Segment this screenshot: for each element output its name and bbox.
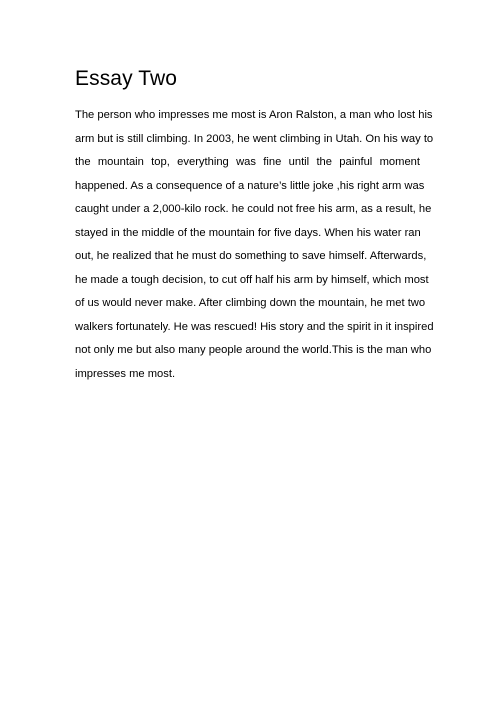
essay-line: The person who impresses me most is Aron Ralston, a man who lost his xyxy=(75,109,433,121)
essay-line: the mountain top, everything was fine until the painful moment xyxy=(75,156,420,168)
essay-line: happened. As a consequence of a nature’s little joke ,his right arm was xyxy=(75,179,425,192)
essay-line: arm but is still climbing. In 2003, he went climbing in Utah. On his way to xyxy=(75,132,434,145)
essay-line: out, he realized that he must do something to save himself. Afterwards, xyxy=(75,250,427,262)
essay-line: he made a tough decision, to cut off half his arm by himself, which most xyxy=(75,273,429,286)
essay-line: caught under a 2,000-kilo rock. he could not free his arm, as a result, he xyxy=(75,203,432,215)
essay-line: impresses me most. xyxy=(75,367,176,380)
essay-line: not only me but also many people around the world.This is the man who xyxy=(75,344,432,356)
essay-title: Essay Two xyxy=(75,67,178,90)
essay-line: of us would never make. After climbing down the mountain, he met two xyxy=(75,297,426,309)
essay-line: walkers fortunately. He was rescued! His story and the spirit in it inspired xyxy=(75,320,434,333)
essay-line: stayed in the middle of the mountain for five days. When his water ran xyxy=(75,226,421,239)
essay-body xyxy=(75,104,434,386)
